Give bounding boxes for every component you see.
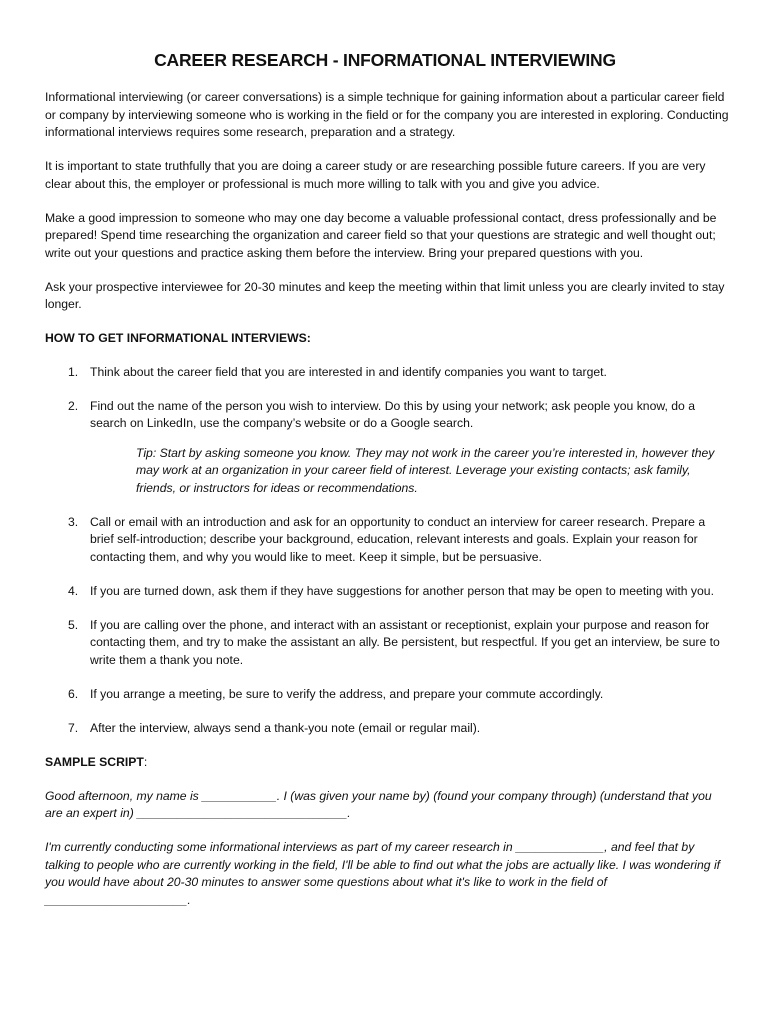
how-to-heading: HOW TO GET INFORMATIONAL INTERVIEWS:: [45, 331, 311, 345]
sample-script-heading: [45, 754, 731, 772]
step-text: Find out the name of the person you wish to interview. Do this by using your network; ask people you know, do a search on LinkedIn, use the company’s website or do a Google search.: [90, 398, 695, 430]
list-item: [45, 720, 731, 738]
list-item: [45, 686, 731, 704]
step-number: 2.: [68, 398, 79, 413]
list-item: [45, 398, 731, 433]
list-item: [45, 514, 731, 567]
step-text: If you arrange a meeting, be sure to verify the address, and prepare your commute accordingly.: [90, 686, 604, 701]
step-number: 4.: [68, 583, 79, 598]
steps-list-continued: [45, 514, 731, 738]
intro-paragraph: Ask your prospective interviewee for 20-30 minutes and keep the meeting within that limit unless you are clearly invited to stay longer.: [45, 279, 725, 311]
sample-script-colon: :: [143, 754, 148, 769]
intro-paragraph: Informational interviewing (or career conversations) is a simple technique for gaining information about a particular career field or company by interviewing someone who is working in the field or for the company you are interested in exploring. Conducting informational interviews requires some research, preparation and a strategy.: [45, 90, 729, 139]
step-number: 1.: [68, 364, 79, 379]
intro-paragraph: It is important to state truthfully that you are doing a career study or are researching possible future careers. If you are very clear about this, the employer or professional is much more willing to talk with you and give you advice.: [45, 159, 706, 191]
tip-note: Tip: Start by asking someone you know. They may not work in the career you’re interested in, however they may work at an organization in your career field of interest. Leverage your existing contacts; ask family, friends, or instructors for ideas or recommendations.: [136, 445, 715, 495]
list-item: [45, 583, 731, 601]
step-text: After the interview, always send a thank-you note (email or regular mail).: [90, 720, 481, 735]
step-text: If you are turned down, ask them if they have suggestions for another person that may be open to meeting with you.: [90, 583, 714, 598]
sample-script-label: SAMPLE SCRIPT: [45, 754, 144, 769]
steps-list: [45, 364, 731, 433]
step-number: 3.: [68, 514, 79, 529]
script-paragraph: Good afternoon, my name is ___________. I (was given your name by) (found your company through) (understand that you are an expert in) _______________________________.: [45, 788, 712, 820]
list-item: [45, 364, 731, 382]
page-title: CAREER RESEARCH - INFORMATIONAL INTERVIEWING: [154, 50, 616, 70]
step-number: 5.: [68, 617, 79, 632]
step-number: 6.: [68, 686, 79, 701]
list-item: [45, 617, 731, 670]
intro-paragraph: Make a good impression to someone who may one day become a valuable professional contact, dress professionally and be prepared! Spend time researching the organization and career field so that your questions are strategic and well thought out; write out your questions and practice asking them before the interview. Bring your prepared questions with you.: [45, 210, 717, 260]
document-body: [45, 89, 731, 926]
step-number: 7.: [68, 720, 79, 735]
script-paragraph: I'm currently conducting some informational interviews as part of my career research in _____________, and feel that by talking to people who are currently working in the field, I'll be able to find out what the jobs are actually like. I was wondering if you would have about 20-30 minutes to answer some questions about what it's like to work in the field of _____________________.: [45, 840, 721, 907]
step-text: If you are calling over the phone, and interact with an assistant or receptionist, explain your purpose and reason for contacting them, and try to make the assistant an ally. Be persistent, but respectful. If you get an interview, be sure to write them a thank you note.: [90, 617, 720, 667]
step-text: Think about the career field that you are interested in and identify companies you want to target.: [90, 364, 607, 379]
step-text: Call or email with an introduction and ask for an opportunity to conduct an interview for career research. Prepare a brief self-introduction; describe your background, education, relevant interests and goals. Explain your reason for contacting them, and why you would like to meet. Keep it simple, but be persuasive.: [90, 514, 706, 564]
